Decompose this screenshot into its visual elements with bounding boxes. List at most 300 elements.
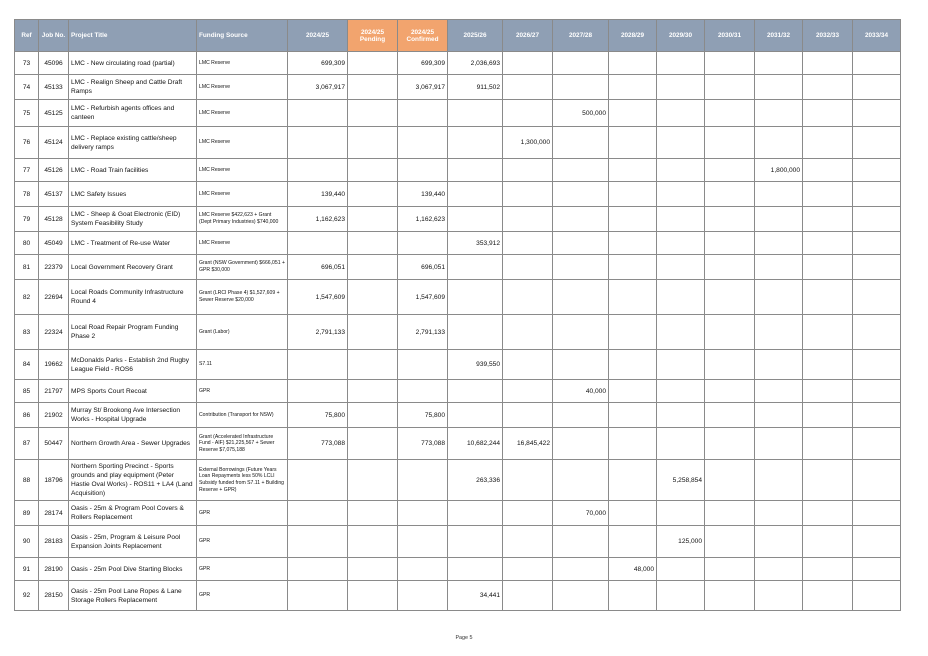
value-2025-26: 353,912 bbox=[448, 232, 503, 255]
value-2024-25 bbox=[288, 581, 348, 611]
value-2025-26 bbox=[448, 501, 503, 526]
funding-source-cell: Grant (Accelerated Infrastructure Fund - AIF) $21,225,567 + Sewer Reserve $7,075,188 bbox=[197, 428, 288, 460]
value-2032-33 bbox=[803, 428, 853, 460]
value-2028-29 bbox=[609, 100, 657, 127]
value-2033-34 bbox=[853, 460, 901, 501]
table-row bbox=[15, 100, 901, 127]
value-2031-32 bbox=[755, 526, 803, 558]
col-funding-source: Funding Source bbox=[197, 20, 288, 52]
job-no-cell: 28183 bbox=[39, 526, 69, 558]
value-2024-25 bbox=[288, 501, 348, 526]
value-2029-30 bbox=[657, 501, 705, 526]
value-2025-26 bbox=[448, 182, 503, 207]
value-2032-33 bbox=[803, 127, 853, 159]
value-2024-25-confirmed bbox=[398, 558, 448, 581]
value-2026-27 bbox=[503, 255, 553, 280]
value-2024-25 bbox=[288, 558, 348, 581]
value-2033-34 bbox=[853, 558, 901, 581]
value-2027-28 bbox=[553, 526, 609, 558]
job-no-cell: 45128 bbox=[39, 207, 69, 232]
col-2024-25-confirmed: 2024/25 Confirmed bbox=[398, 20, 448, 52]
job-no-cell: 22324 bbox=[39, 315, 69, 350]
col-2033-34: 2033/34 bbox=[853, 20, 901, 52]
value-2032-33 bbox=[803, 558, 853, 581]
value-2032-33 bbox=[803, 460, 853, 501]
value-2024-25-pending bbox=[348, 207, 398, 232]
value-2027-28 bbox=[553, 207, 609, 232]
project-title-cell: Local Roads Community Infrastructure Round 4 bbox=[69, 280, 197, 315]
project-title-cell: Northern Sporting Precinct - Sports grounds and play equipment (Peter Hastie Oval Works) - ROS11 + LA4 (Land Acquisition) bbox=[69, 460, 197, 501]
ref-cell: 78 bbox=[15, 182, 39, 207]
value-2026-27 bbox=[503, 526, 553, 558]
table-row bbox=[15, 182, 901, 207]
value-2033-34 bbox=[853, 315, 901, 350]
value-2024-25-pending bbox=[348, 127, 398, 159]
value-2028-29 bbox=[609, 75, 657, 100]
value-2027-28 bbox=[553, 75, 609, 100]
value-2028-29 bbox=[609, 255, 657, 280]
value-2029-30 bbox=[657, 350, 705, 380]
value-2032-33 bbox=[803, 182, 853, 207]
value-2026-27 bbox=[503, 380, 553, 403]
value-2024-25 bbox=[288, 350, 348, 380]
value-2032-33 bbox=[803, 159, 853, 182]
value-2031-32 bbox=[755, 380, 803, 403]
funding-source-cell: LMC Reserve bbox=[197, 159, 288, 182]
project-title-cell: Local Road Repair Program Funding Phase 2 bbox=[69, 315, 197, 350]
table-header bbox=[15, 20, 901, 52]
value-2026-27 bbox=[503, 280, 553, 315]
value-2028-29 bbox=[609, 526, 657, 558]
project-title-cell: Oasis - 25m & Program Pool Covers & Rollers Replacement bbox=[69, 501, 197, 526]
funding-source-cell: LMC Reserve bbox=[197, 52, 288, 75]
col-2030-31: 2030/31 bbox=[705, 20, 755, 52]
value-2028-29 bbox=[609, 315, 657, 350]
value-2026-27 bbox=[503, 460, 553, 501]
value-2030-31 bbox=[705, 350, 755, 380]
col-2028-29: 2028/29 bbox=[609, 20, 657, 52]
value-2024-25-pending bbox=[348, 403, 398, 428]
project-title-cell: McDonalds Parks - Establish 2nd Rugby League Field - ROS6 bbox=[69, 350, 197, 380]
value-2027-28 bbox=[553, 315, 609, 350]
value-2033-34 bbox=[853, 207, 901, 232]
value-2025-26 bbox=[448, 127, 503, 159]
value-2031-32 bbox=[755, 428, 803, 460]
value-2031-32 bbox=[755, 558, 803, 581]
job-no-cell: 22694 bbox=[39, 280, 69, 315]
value-2030-31 bbox=[705, 100, 755, 127]
value-2026-27 bbox=[503, 207, 553, 232]
value-2029-30 bbox=[657, 280, 705, 315]
table-row bbox=[15, 75, 901, 100]
value-2024-25-pending bbox=[348, 182, 398, 207]
value-2029-30 bbox=[657, 127, 705, 159]
ref-cell: 88 bbox=[15, 460, 39, 501]
value-2024-25-confirmed: 1,547,609 bbox=[398, 280, 448, 315]
value-2031-32 bbox=[755, 581, 803, 611]
job-no-cell: 28150 bbox=[39, 581, 69, 611]
value-2029-30 bbox=[657, 159, 705, 182]
value-2033-34 bbox=[853, 350, 901, 380]
value-2024-25-confirmed bbox=[398, 501, 448, 526]
job-no-cell: 45137 bbox=[39, 182, 69, 207]
value-2030-31 bbox=[705, 280, 755, 315]
value-2030-31 bbox=[705, 501, 755, 526]
value-2025-26 bbox=[448, 380, 503, 403]
value-2028-29 bbox=[609, 182, 657, 207]
value-2032-33 bbox=[803, 75, 853, 100]
project-title-cell: LMC - Road Train facilities bbox=[69, 159, 197, 182]
value-2028-29 bbox=[609, 501, 657, 526]
value-2025-26 bbox=[448, 207, 503, 232]
value-2027-28: 40,000 bbox=[553, 380, 609, 403]
value-2027-28 bbox=[553, 581, 609, 611]
value-2032-33 bbox=[803, 207, 853, 232]
ref-cell: 79 bbox=[15, 207, 39, 232]
col-2031-32: 2031/32 bbox=[755, 20, 803, 52]
project-title-cell: LMC - Treatment of Re-use Water bbox=[69, 232, 197, 255]
col-2029-30: 2029/30 bbox=[657, 20, 705, 52]
ref-cell: 83 bbox=[15, 315, 39, 350]
value-2030-31 bbox=[705, 255, 755, 280]
funding-source-cell: GPR bbox=[197, 380, 288, 403]
value-2024-25-pending bbox=[348, 350, 398, 380]
value-2032-33 bbox=[803, 350, 853, 380]
value-2033-34 bbox=[853, 127, 901, 159]
ref-cell: 80 bbox=[15, 232, 39, 255]
value-2030-31 bbox=[705, 182, 755, 207]
funding-source-cell: GPR bbox=[197, 501, 288, 526]
funding-source-cell: GPR bbox=[197, 581, 288, 611]
funding-source-cell: External Borrowings (Future Years Loan Repayments less 50% LCLI Subsidy funded from S7.11 + Building Reserve + GPR) bbox=[197, 460, 288, 501]
job-no-cell: 45133 bbox=[39, 75, 69, 100]
value-2024-25-confirmed bbox=[398, 232, 448, 255]
value-2030-31 bbox=[705, 159, 755, 182]
project-title-cell: MPS Sports Court Recoat bbox=[69, 380, 197, 403]
table-row bbox=[15, 526, 901, 558]
capital-works-table bbox=[14, 19, 901, 611]
header-row bbox=[15, 20, 901, 52]
value-2024-25-pending bbox=[348, 526, 398, 558]
value-2030-31 bbox=[705, 232, 755, 255]
value-2027-28 bbox=[553, 280, 609, 315]
value-2032-33 bbox=[803, 232, 853, 255]
job-no-cell: 45124 bbox=[39, 127, 69, 159]
value-2031-32 bbox=[755, 182, 803, 207]
ref-cell: 81 bbox=[15, 255, 39, 280]
funding-source-cell: LMC Reserve bbox=[197, 75, 288, 100]
value-2024-25-pending bbox=[348, 280, 398, 315]
job-no-cell: 21797 bbox=[39, 380, 69, 403]
value-2028-29 bbox=[609, 460, 657, 501]
value-2029-30: 5,258,854 bbox=[657, 460, 705, 501]
value-2024-25-confirmed: 696,051 bbox=[398, 255, 448, 280]
value-2031-32 bbox=[755, 52, 803, 75]
ref-cell: 73 bbox=[15, 52, 39, 75]
value-2027-28 bbox=[553, 350, 609, 380]
value-2031-32 bbox=[755, 460, 803, 501]
value-2028-29 bbox=[609, 380, 657, 403]
value-2024-25-pending bbox=[348, 581, 398, 611]
col-project-title: Project Title bbox=[69, 20, 197, 52]
ref-cell: 82 bbox=[15, 280, 39, 315]
value-2024-25 bbox=[288, 232, 348, 255]
job-no-cell: 50447 bbox=[39, 428, 69, 460]
funding-source-cell: GPR bbox=[197, 526, 288, 558]
value-2024-25 bbox=[288, 460, 348, 501]
table-body bbox=[15, 52, 901, 611]
value-2032-33 bbox=[803, 315, 853, 350]
value-2032-33 bbox=[803, 526, 853, 558]
value-2026-27 bbox=[503, 75, 553, 100]
funding-source-cell: Grant (NSW Government) $666,051 + GPR $30,000 bbox=[197, 255, 288, 280]
value-2029-30 bbox=[657, 581, 705, 611]
value-2026-27 bbox=[503, 350, 553, 380]
value-2029-30 bbox=[657, 52, 705, 75]
value-2032-33 bbox=[803, 100, 853, 127]
col-2026-27: 2026/27 bbox=[503, 20, 553, 52]
value-2024-25-pending bbox=[348, 380, 398, 403]
value-2026-27 bbox=[503, 501, 553, 526]
value-2024-25-pending bbox=[348, 428, 398, 460]
value-2027-28: 500,000 bbox=[553, 100, 609, 127]
value-2024-25-confirmed bbox=[398, 127, 448, 159]
page-footer: Page 5 bbox=[455, 635, 473, 641]
col-2024-25-pending: 2024/25 Pending bbox=[348, 20, 398, 52]
col-2032-33: 2032/33 bbox=[803, 20, 853, 52]
value-2026-27: 1,300,000 bbox=[503, 127, 553, 159]
ref-cell: 85 bbox=[15, 380, 39, 403]
project-title-cell: Local Government Recovery Grant bbox=[69, 255, 197, 280]
funding-source-cell: LMC Reserve bbox=[197, 182, 288, 207]
project-title-cell: LMC - Refurbish agents offices and canteen bbox=[69, 100, 197, 127]
value-2024-25-confirmed: 773,088 bbox=[398, 428, 448, 460]
value-2025-26 bbox=[448, 526, 503, 558]
value-2024-25 bbox=[288, 159, 348, 182]
value-2024-25-confirmed bbox=[398, 581, 448, 611]
job-no-cell: 45125 bbox=[39, 100, 69, 127]
project-title-cell: Oasis - 25m, Program & Leisure Pool Expansion Joints Replacement bbox=[69, 526, 197, 558]
value-2028-29 bbox=[609, 127, 657, 159]
ref-cell: 91 bbox=[15, 558, 39, 581]
value-2024-25: 2,791,133 bbox=[288, 315, 348, 350]
value-2028-29 bbox=[609, 159, 657, 182]
value-2024-25-pending bbox=[348, 460, 398, 501]
value-2024-25-pending bbox=[348, 52, 398, 75]
value-2033-34 bbox=[853, 428, 901, 460]
value-2029-30 bbox=[657, 182, 705, 207]
value-2027-28 bbox=[553, 52, 609, 75]
job-no-cell: 19662 bbox=[39, 350, 69, 380]
value-2024-25-confirmed: 699,309 bbox=[398, 52, 448, 75]
table-row bbox=[15, 280, 901, 315]
ref-cell: 74 bbox=[15, 75, 39, 100]
table-row bbox=[15, 159, 901, 182]
value-2029-30 bbox=[657, 232, 705, 255]
value-2031-32 bbox=[755, 232, 803, 255]
value-2024-25-confirmed: 139,440 bbox=[398, 182, 448, 207]
value-2033-34 bbox=[853, 232, 901, 255]
value-2027-28 bbox=[553, 428, 609, 460]
value-2029-30 bbox=[657, 100, 705, 127]
value-2027-28: 70,000 bbox=[553, 501, 609, 526]
ref-cell: 90 bbox=[15, 526, 39, 558]
value-2026-27 bbox=[503, 52, 553, 75]
value-2032-33 bbox=[803, 501, 853, 526]
value-2033-34 bbox=[853, 75, 901, 100]
value-2024-25: 75,800 bbox=[288, 403, 348, 428]
funding-source-cell: LMC Reserve bbox=[197, 127, 288, 159]
value-2033-34 bbox=[853, 581, 901, 611]
project-title-cell: LMC - Realign Sheep and Cattle Draft Ramps bbox=[69, 75, 197, 100]
value-2033-34 bbox=[853, 52, 901, 75]
col-2025-26: 2025/26 bbox=[448, 20, 503, 52]
value-2025-26 bbox=[448, 159, 503, 182]
value-2024-25-confirmed: 1,162,623 bbox=[398, 207, 448, 232]
col-2027-28: 2027/28 bbox=[553, 20, 609, 52]
value-2024-25: 1,162,623 bbox=[288, 207, 348, 232]
value-2032-33 bbox=[803, 280, 853, 315]
value-2025-26 bbox=[448, 558, 503, 581]
ref-cell: 77 bbox=[15, 159, 39, 182]
value-2028-29 bbox=[609, 207, 657, 232]
value-2032-33 bbox=[803, 255, 853, 280]
table-row bbox=[15, 232, 901, 255]
ref-cell: 76 bbox=[15, 127, 39, 159]
value-2032-33 bbox=[803, 52, 853, 75]
ref-cell: 86 bbox=[15, 403, 39, 428]
value-2026-27 bbox=[503, 232, 553, 255]
value-2024-25: 139,440 bbox=[288, 182, 348, 207]
value-2026-27 bbox=[503, 581, 553, 611]
value-2029-30 bbox=[657, 207, 705, 232]
capital-works-table-page bbox=[14, 19, 900, 611]
value-2030-31 bbox=[705, 207, 755, 232]
ref-cell: 75 bbox=[15, 100, 39, 127]
job-no-cell: 21902 bbox=[39, 403, 69, 428]
value-2028-29 bbox=[609, 280, 657, 315]
job-no-cell: 28174 bbox=[39, 501, 69, 526]
value-2024-25: 1,547,609 bbox=[288, 280, 348, 315]
table-row bbox=[15, 403, 901, 428]
value-2024-25-pending bbox=[348, 315, 398, 350]
value-2030-31 bbox=[705, 380, 755, 403]
table-row bbox=[15, 428, 901, 460]
value-2031-32 bbox=[755, 75, 803, 100]
value-2026-27 bbox=[503, 558, 553, 581]
project-title-cell: Oasis - 25m Pool Dive Starting Blocks bbox=[69, 558, 197, 581]
value-2026-27: 16,845,422 bbox=[503, 428, 553, 460]
value-2024-25-pending bbox=[348, 255, 398, 280]
value-2024-25-confirmed bbox=[398, 350, 448, 380]
value-2031-32 bbox=[755, 207, 803, 232]
value-2031-32 bbox=[755, 350, 803, 380]
project-title-cell: Oasis - 25m Pool Lane Ropes & Lane Storage Rollers Replacement bbox=[69, 581, 197, 611]
value-2032-33 bbox=[803, 581, 853, 611]
value-2026-27 bbox=[503, 315, 553, 350]
value-2027-28 bbox=[553, 159, 609, 182]
value-2025-26: 911,502 bbox=[448, 75, 503, 100]
value-2028-29 bbox=[609, 52, 657, 75]
project-title-cell: LMC - Replace existing cattle/sheep delivery ramps bbox=[69, 127, 197, 159]
table-row bbox=[15, 255, 901, 280]
value-2025-26 bbox=[448, 315, 503, 350]
value-2030-31 bbox=[705, 526, 755, 558]
table-row bbox=[15, 501, 901, 526]
value-2025-26: 939,550 bbox=[448, 350, 503, 380]
ref-cell: 92 bbox=[15, 581, 39, 611]
ref-cell: 89 bbox=[15, 501, 39, 526]
project-title-cell: Northern Growth Area - Sewer Upgrades bbox=[69, 428, 197, 460]
value-2027-28 bbox=[553, 232, 609, 255]
value-2025-26: 34,441 bbox=[448, 581, 503, 611]
table-row bbox=[15, 207, 901, 232]
value-2025-26: 2,036,693 bbox=[448, 52, 503, 75]
value-2029-30 bbox=[657, 403, 705, 428]
value-2024-25 bbox=[288, 380, 348, 403]
value-2030-31 bbox=[705, 581, 755, 611]
value-2027-28 bbox=[553, 127, 609, 159]
value-2025-26: 10,682,244 bbox=[448, 428, 503, 460]
value-2025-26: 263,336 bbox=[448, 460, 503, 501]
value-2031-32: 1,800,000 bbox=[755, 159, 803, 182]
value-2027-28 bbox=[553, 403, 609, 428]
table-row bbox=[15, 581, 901, 611]
value-2027-28 bbox=[553, 460, 609, 501]
value-2024-25 bbox=[288, 127, 348, 159]
value-2029-30: 125,000 bbox=[657, 526, 705, 558]
value-2031-32 bbox=[755, 501, 803, 526]
value-2027-28 bbox=[553, 558, 609, 581]
ref-cell: 87 bbox=[15, 428, 39, 460]
value-2026-27 bbox=[503, 159, 553, 182]
col-job-no: Job No. bbox=[39, 20, 69, 52]
value-2033-34 bbox=[853, 280, 901, 315]
value-2024-25-confirmed bbox=[398, 159, 448, 182]
value-2028-29 bbox=[609, 581, 657, 611]
funding-source-cell: LMC Reserve $422,623 + Grant (Dept Primary Industries) $740,000 bbox=[197, 207, 288, 232]
value-2024-25-confirmed: 2,791,133 bbox=[398, 315, 448, 350]
table-row bbox=[15, 52, 901, 75]
value-2024-25: 773,088 bbox=[288, 428, 348, 460]
value-2029-30 bbox=[657, 75, 705, 100]
value-2029-30 bbox=[657, 558, 705, 581]
value-2024-25-confirmed bbox=[398, 460, 448, 501]
value-2024-25-confirmed: 3,067,917 bbox=[398, 75, 448, 100]
value-2030-31 bbox=[705, 403, 755, 428]
value-2033-34 bbox=[853, 403, 901, 428]
value-2024-25-pending bbox=[348, 501, 398, 526]
value-2024-25-confirmed bbox=[398, 526, 448, 558]
value-2029-30 bbox=[657, 428, 705, 460]
value-2024-25 bbox=[288, 526, 348, 558]
value-2033-34 bbox=[853, 501, 901, 526]
value-2024-25-confirmed bbox=[398, 100, 448, 127]
value-2025-26 bbox=[448, 100, 503, 127]
table-row bbox=[15, 460, 901, 501]
project-title-cell: Murray St/ Brookong Ave Intersection Works - Hospital Upgrade bbox=[69, 403, 197, 428]
value-2030-31 bbox=[705, 428, 755, 460]
funding-source-cell: GPR bbox=[197, 558, 288, 581]
value-2026-27 bbox=[503, 100, 553, 127]
table-row bbox=[15, 127, 901, 159]
value-2030-31 bbox=[705, 52, 755, 75]
value-2033-34 bbox=[853, 255, 901, 280]
table-row bbox=[15, 315, 901, 350]
value-2030-31 bbox=[705, 558, 755, 581]
value-2031-32 bbox=[755, 280, 803, 315]
value-2028-29 bbox=[609, 428, 657, 460]
